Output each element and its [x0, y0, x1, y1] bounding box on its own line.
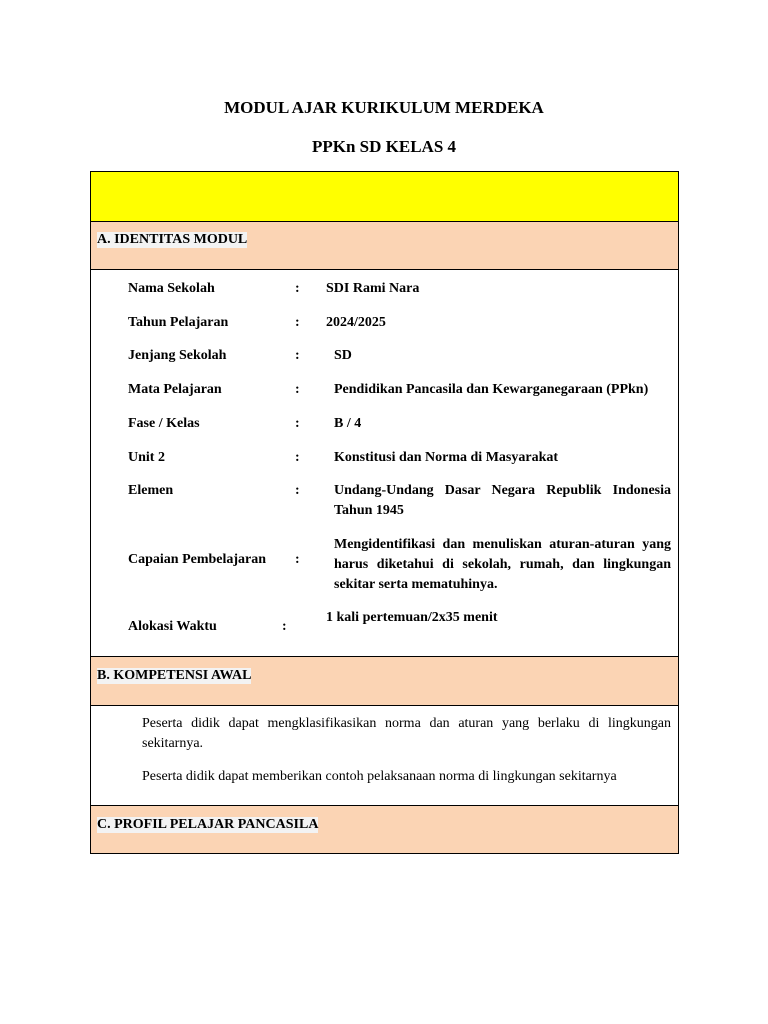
colon: :	[295, 348, 300, 363]
kompetensi-paragraph-2: Peserta didik dapat memberikan contoh pelaksanaan norma di lingkungan sekitarnya	[142, 769, 617, 784]
label-unit: Unit 2	[128, 450, 165, 465]
colon: :	[295, 483, 300, 498]
section-a-heading: A. IDENTITAS MODUL	[97, 232, 248, 247]
section-b-header	[91, 656, 678, 706]
value-capaian-pembelajaran: Mengidentifikasi dan menuliskan aturan-aturan yang harus diketahui di sekolah, rumah, dan lingkungan sekitar serta mematuhinya.	[334, 537, 671, 592]
document-subtitle: PPKn SD KELAS 4	[311, 137, 457, 156]
colon: :	[295, 450, 300, 465]
value-elemen: Undang-Undang Dasar Negara Republik Indonesia Tahun 1945	[334, 483, 671, 518]
colon: :	[295, 552, 300, 567]
section-b-heading: B. KOMPETENSI AWAL	[97, 668, 252, 683]
colon: :	[295, 416, 300, 431]
section-c-heading: C. PROFIL PELAJAR PANCASILA	[97, 817, 319, 832]
value-tahun-pelajaran: 2024/2025	[326, 315, 386, 330]
label-alokasi-waktu: Alokasi Waktu	[128, 619, 217, 634]
kompetensi-paragraph-1: Peserta didik dapat mengklasifikasikan norma dan aturan yang berlaku di lingkungan sekitarnya.	[142, 716, 671, 751]
colon: :	[295, 281, 300, 296]
label-nama-sekolah: Nama Sekolah	[128, 281, 215, 296]
section-c-header	[91, 805, 678, 853]
label-mata-pelajaran: Mata Pelajaran	[128, 382, 222, 397]
colon: :	[295, 382, 300, 397]
section-a-header	[91, 222, 678, 270]
value-nama-sekolah: SDI Rami Nara	[326, 281, 420, 296]
colon: :	[295, 315, 300, 330]
document-title: MODUL AJAR KURIKULUM MERDEKA	[224, 98, 544, 117]
value-alokasi-waktu: 1 kali pertemuan/2x35 menit	[326, 610, 498, 625]
yellow-banner	[91, 172, 678, 222]
label-jenjang-sekolah: Jenjang Sekolah	[128, 348, 227, 363]
value-fase-kelas: B / 4	[334, 416, 362, 431]
label-elemen: Elemen	[128, 483, 174, 498]
colon: :	[282, 619, 287, 634]
label-fase-kelas: Fase / Kelas	[128, 416, 200, 431]
value-mata-pelajaran: Pendidikan Pancasila dan Kewarganegaraan (PPkn)	[334, 382, 649, 397]
label-capaian-pembelajaran: Capaian Pembelajaran	[128, 552, 267, 567]
value-unit: Konstitusi dan Norma di Masyarakat	[334, 450, 559, 465]
label-tahun-pelajaran: Tahun Pelajaran	[128, 315, 229, 330]
value-jenjang-sekolah: SD	[334, 348, 352, 363]
module-table	[90, 171, 679, 854]
